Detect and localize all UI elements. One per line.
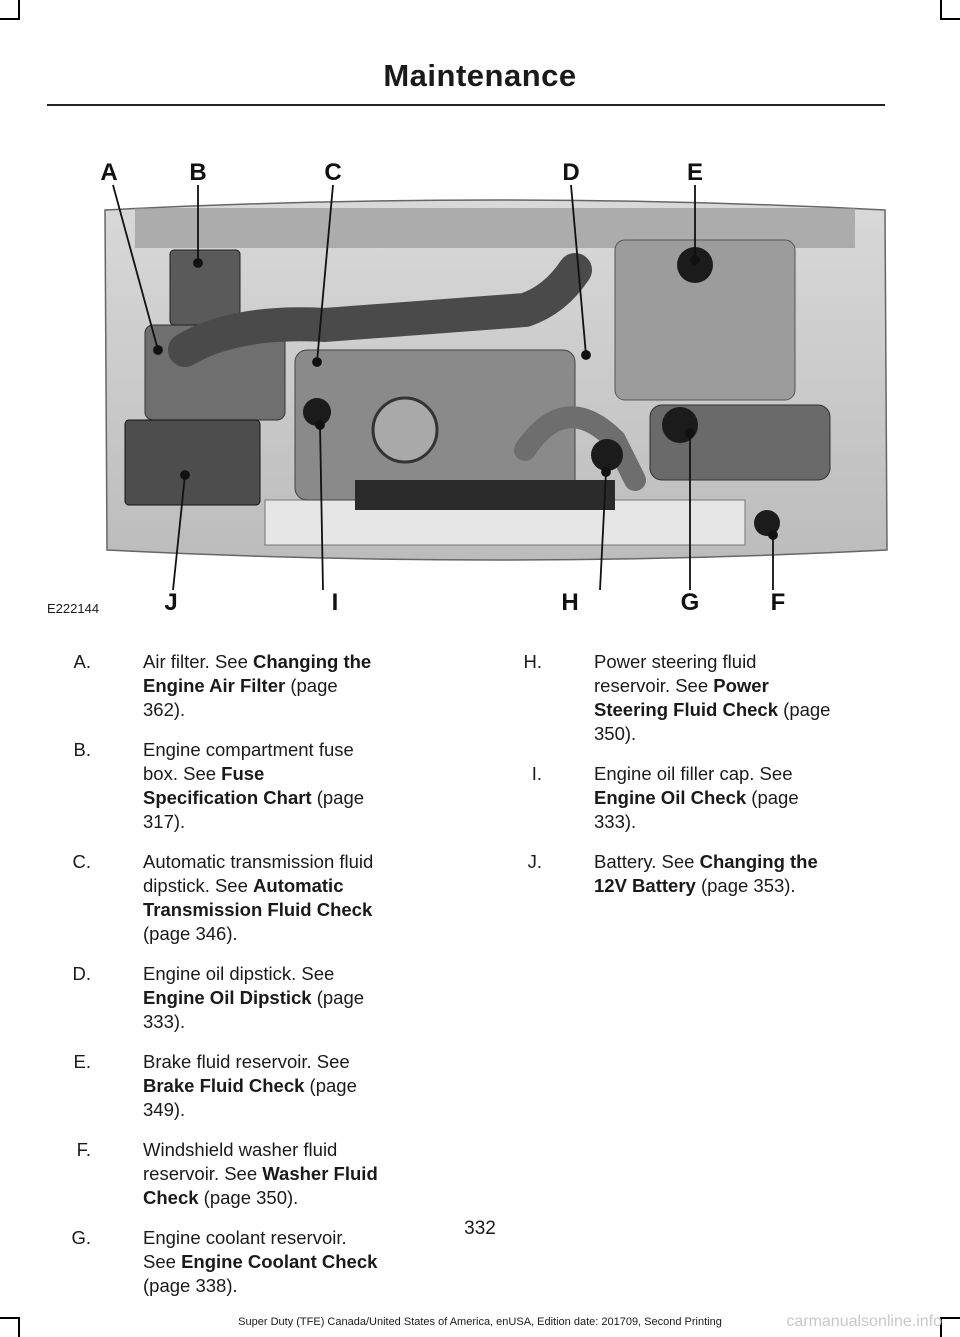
footer-text: Super Duty (TFE) Canada/United States of America, enUSA, Edition date: 201709, Second Printing [238,1316,722,1328]
legend-column-right [502,650,832,914]
callout-a: A [100,159,118,186]
legend-item: E. Brake fluid reservoir. See Brake Fluid Check (page 349). [52,1050,382,1122]
cross-reference-link[interactable]: Automatic Transmission Fluid Check [143,875,373,920]
legend-label: C. [72,851,91,872]
callout-f: F [770,589,786,616]
legend-label: D. [72,963,91,984]
cross-reference-link[interactable]: Engine Coolant Check [181,1251,378,1272]
legend-item: A. Air filter. See Changing the Engine Air Filter (page 362). [52,650,382,722]
legend-label: J. [527,851,542,872]
legend-label: F. [76,1139,91,1160]
legend-column-left [52,650,382,1314]
power-steering-cap [591,439,623,471]
callout-h: H [561,589,579,616]
cross-reference-link[interactable]: Washer Fluid Check [143,1163,378,1208]
legend-item: G. Engine coolant reservoir. See Engine Coolant Check (page 338). [52,1226,382,1298]
crop-mark [18,0,20,20]
callout-d: D [562,159,580,186]
legend-item: C. Automatic transmission fluid dipstick. See Automatic Transmission Fluid Check (page 346). [52,850,382,946]
watermark: carmanualsonline.info [786,1313,942,1330]
callout-i: I [331,589,339,616]
legend-item: B. Engine compartment fuse box. See Fuse Specification Chart (page 317). [52,738,382,834]
legend-item: H. Power steering fluid reservoir. See Power Steering Fluid Check (page 350). [502,650,832,746]
pulley [373,398,437,462]
callout-b: B [189,159,207,186]
legend-label: G. [71,1227,91,1248]
crop-mark [940,18,960,20]
legend-item: I. Engine oil filler cap. See Engine Oil Check (page 333). [502,762,832,834]
cross-reference-link[interactable]: Engine Oil Dipstick [143,987,312,1008]
legend-label: H. [523,651,542,672]
page-title: Maintenance [383,58,577,93]
cross-reference-link[interactable]: Brake Fluid Check [143,1075,305,1096]
cross-reference-link[interactable]: Changing the Engine Air Filter [143,651,372,696]
legend-item: D. Engine oil dipstick. See Engine Oil Dipstick (page 333). [52,962,382,1034]
cross-reference-link[interactable]: Power Steering Fluid Check [594,675,779,720]
page-number: 332 [464,1218,496,1239]
callout-c: C [324,159,342,186]
legend-item: F. Windshield washer fluid reservoir. See Washer Fluid Check (page 350). [52,1138,382,1210]
legend-label: I. [531,763,542,784]
legend-label: A. [73,651,91,672]
fuse-box [170,250,240,325]
cross-reference-link[interactable]: Engine Oil Check [594,787,747,808]
coolant-cap [662,407,698,443]
battery [125,420,260,505]
callout-j: J [164,589,178,616]
engine-compartment-figure [95,150,895,620]
callout-e: E [686,159,704,186]
figure-code: E222144 [47,601,100,616]
callout-g: G [680,589,700,616]
legend-label: E. [73,1051,91,1072]
crop-mark [940,0,942,20]
cross-reference-link[interactable]: Fuse Specification Chart [143,763,312,808]
radiator [355,480,615,510]
header-rule [47,104,885,106]
cross-reference-link[interactable]: Changing the 12V Battery [594,851,818,896]
legend-item: J. Battery. See Changing the 12V Battery (page 353). [502,850,832,898]
crop-mark [0,18,20,20]
legend-label: B. [73,739,91,760]
